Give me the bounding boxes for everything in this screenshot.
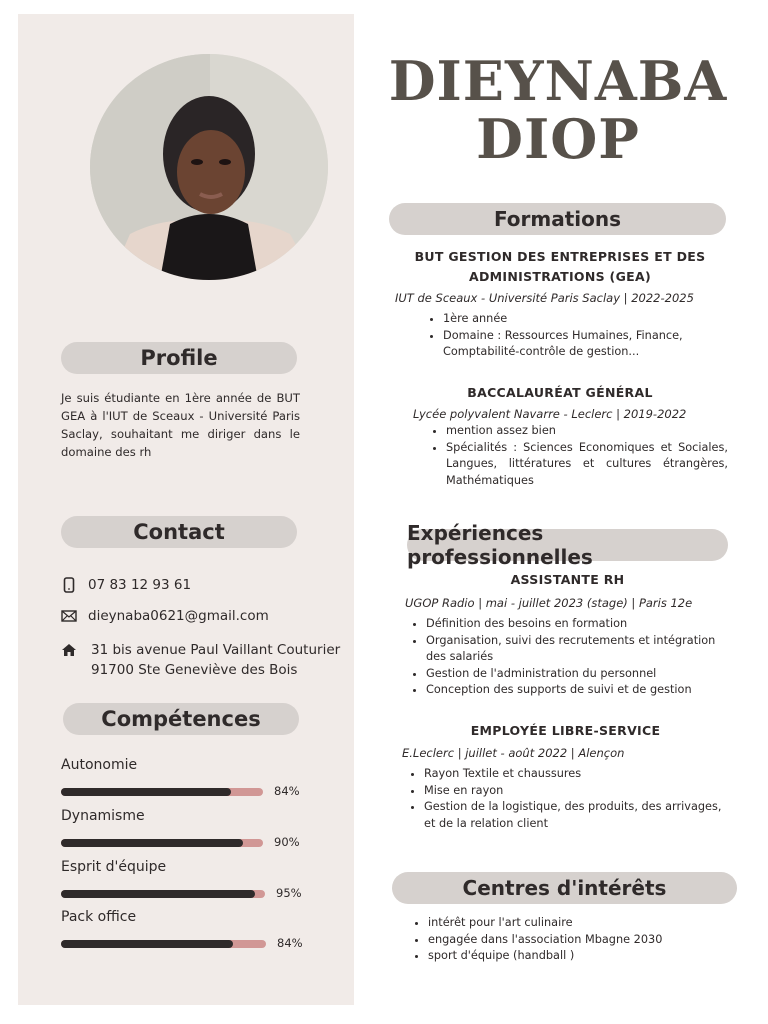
contact-address [61, 640, 340, 680]
interests-heading: Centres d'intérêts [392, 872, 737, 904]
mail-icon [61, 608, 77, 624]
formation-bullets [425, 311, 725, 361]
email-address[interactable]: dieynaba0621@gmail.com [88, 608, 269, 624]
skill-bar-fill [61, 788, 231, 796]
experience-bullets [408, 616, 736, 699]
list-item: • sport d'équipe (handball ) [428, 948, 733, 965]
profile-text: Je suis étudiante en 1ère année de BUT GEA à l'IUT de Sceaux - Université Paris Saclay, souhaitant me diriger dans le domaine des rh [61, 391, 300, 459]
first-name: DIEYNABA [388, 49, 728, 113]
contact-phone [61, 575, 191, 595]
experiences-heading: Expériences professionnelles [407, 529, 728, 561]
home-icon [61, 642, 77, 658]
list-item: • Conception des supports de suivi et de gestion [426, 682, 736, 699]
formations-heading: Formations [389, 203, 726, 235]
last-name: DIOP [476, 107, 640, 171]
experience-item [400, 570, 735, 699]
candidate-name [380, 49, 736, 171]
skill-percentage: 90% [274, 835, 300, 849]
skill-bar-track [61, 788, 263, 796]
list-item: • Définition des besoins en formation [426, 616, 736, 633]
list-item: • Gestion de la logistique, des produits, des arrivages, et de la relation client [424, 799, 736, 832]
skill-bar-track [61, 839, 263, 847]
list-item: • 1ère année [443, 311, 725, 328]
skill-bar-fill [61, 839, 243, 847]
list-item: • Rayon Textile et chaussures [424, 766, 736, 783]
experience-subtitle: E.Leclerc | juillet - août 2022 | Alençon [402, 746, 625, 760]
skill-row [61, 757, 311, 798]
formation-title [395, 247, 725, 287]
skill-bar-track [61, 940, 266, 948]
list-item: • Spécialités : Sciences Economiques et Sociales, Langues, littératures et cultures étrangères, Mathématiques [446, 440, 728, 490]
skill-label: Pack office [61, 909, 137, 925]
experience-item [398, 721, 733, 832]
skill-bar-fill [61, 890, 255, 898]
profile-photo [90, 54, 328, 280]
address-line-2: 91700 Ste Geneviève des Bois [91, 662, 298, 678]
formation-title-line-2: ADMINISTRATIONS (GEA) [469, 269, 651, 284]
list-item: • Domaine : Ressources Humaines, Finance, Comptabilité-contrôle de gestion... [443, 328, 725, 361]
skill-label: Esprit d'équipe [61, 859, 167, 875]
list-item: • intérêt pour l'art culinaire [428, 915, 733, 932]
experience-title: ASSISTANTE RH [510, 572, 625, 587]
skill-bar-track [61, 890, 265, 898]
list-item: • Mise en rayon [424, 783, 736, 800]
formation-title: BACCALAURÉAT GÉNÉRAL [467, 385, 653, 400]
interests-bullets [410, 915, 733, 965]
list-item: • mention assez bien [446, 423, 728, 440]
list-item: • Organisation, suivi des recrutements et intégration des salariés [426, 633, 736, 666]
phone-icon [61, 577, 77, 593]
skill-label: Dynamisme [61, 808, 145, 824]
skills-heading: Compétences [63, 703, 299, 735]
contact-heading: Contact [61, 516, 297, 548]
formation-title-line-1: BUT GESTION DES ENTREPRISES ET DES [414, 249, 706, 264]
formation-item [395, 247, 725, 361]
list-item: • engagée dans l'association Mbagne 2030 [428, 932, 733, 949]
skill-row [61, 859, 311, 900]
skill-percentage: 95% [276, 886, 302, 900]
skill-row [61, 808, 311, 849]
skill-bar-fill [61, 940, 233, 948]
skill-percentage: 84% [274, 784, 300, 798]
experience-subtitle: UGOP Radio | mai - juillet 2023 (stage) | Paris 12e [405, 596, 693, 610]
address-line-1: 31 bis avenue Paul Vaillant Couturier [91, 642, 341, 658]
formation-subtitle: Lycée polyvalent Navarre - Leclerc | 2019-2022 [413, 407, 687, 421]
phone-number[interactable]: 07 83 12 93 61 [88, 577, 192, 593]
experience-bullets [406, 766, 736, 832]
list-item: • Gestion de l'administration du personnel [426, 666, 736, 683]
profile-heading: Profile [61, 342, 297, 374]
formation-bullets [428, 423, 728, 489]
formation-subtitle: IUT de Sceaux - Université Paris Saclay | 2022-2025 [395, 291, 694, 305]
experience-title: EMPLOYÉE LIBRE-SERVICE [470, 723, 661, 738]
skill-percentage: 84% [277, 936, 303, 950]
address-text [91, 640, 340, 680]
contact-email [61, 606, 269, 626]
skill-label: Autonomie [61, 757, 138, 773]
formation-item [395, 383, 728, 489]
skill-row [61, 909, 311, 950]
portrait-image [90, 54, 328, 280]
interests-list [398, 915, 733, 965]
